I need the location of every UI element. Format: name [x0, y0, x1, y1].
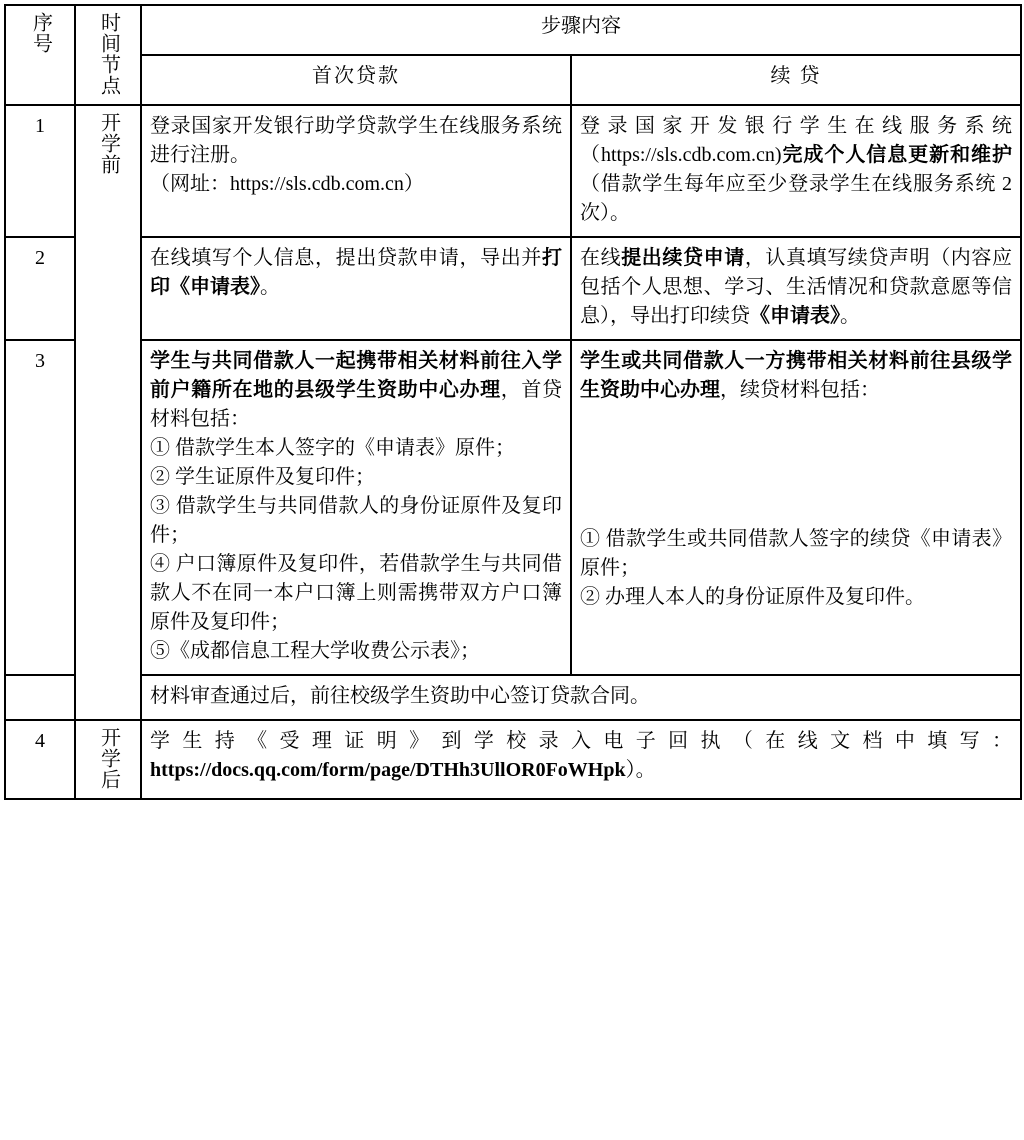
- spacer: [580, 405, 1012, 525]
- list-item: ③ 借款学生与共同借款人的身份证原件及复印件；: [150, 495, 562, 546]
- text-part: 登录国家开发银行学生在线服务系统（https://sls.cdb.com.cn): [580, 115, 1012, 166]
- text-part-bold: 打印《申请表》: [150, 247, 562, 298]
- table-row-footer: [5, 675, 1021, 720]
- text-line: （网址：https://sls.cdb.com.cn）: [150, 173, 424, 195]
- text-part-bold: 《申请表》: [750, 305, 840, 327]
- text-part: 。: [840, 305, 860, 327]
- header-cell-time: [75, 5, 141, 105]
- text-part: 学生持《受理证明》到学校录入电子回执（在线文档中填写：: [150, 730, 1012, 752]
- time-node-before-school: [75, 105, 141, 720]
- text-part: 在线: [580, 247, 622, 269]
- document-page: [0, 4, 1024, 1140]
- text-part: ，首贷材料包括：: [150, 379, 563, 430]
- time-node-after-school: [75, 720, 141, 799]
- list-item: ② 办理人本人的身份证原件及复印件。: [580, 586, 925, 608]
- cell-first-loan-3: [141, 340, 571, 675]
- text-part-bold: https://docs.qq.com/form/page/DTHh3UllOR0FoWHpk: [150, 759, 626, 781]
- table-row: [5, 105, 1021, 237]
- text-part: ，续贷材料包括：: [720, 379, 880, 401]
- row-number: 1: [5, 105, 75, 237]
- process-table: [4, 4, 1022, 800]
- header-cell-first-loan: 首次贷款: [141, 55, 571, 105]
- list-item: ⑤《成都信息工程大学收费公示表》；: [150, 640, 480, 662]
- table-row: [5, 340, 1021, 675]
- text-part-bold: 提出续贷申请: [621, 247, 745, 269]
- cell-renewal-1: [571, 105, 1021, 237]
- text-part: ）。: [625, 759, 656, 781]
- row-number-empty: [5, 675, 75, 720]
- table-header-row-1: [5, 5, 1021, 55]
- list-item: ④ 户口簿原件及复印件，若借款学生与共同借款人不在同一本户口簿上则需携带双方户口簿原件及复印件；: [150, 553, 562, 633]
- cell-first-loan-2: [141, 237, 571, 340]
- table-row: [5, 720, 1021, 799]
- text-part-bold: 学生或共同借款人一方携带相关材料前往县级学生资助中心办理: [580, 350, 1012, 401]
- row-number: 4: [5, 720, 75, 799]
- table-header-row-2: [5, 55, 1021, 105]
- header-time-label: 时间节点: [97, 12, 120, 96]
- cell-final-step: [141, 720, 1021, 799]
- list-item: ① 借款学生本人签字的《申请表》原件；: [150, 437, 515, 459]
- text-part: ，认真填写续贷声明（内容应包括个人思想、学习、生活情况和贷款意愿等信息），导出打印续贷: [580, 247, 1013, 327]
- table-row: [5, 237, 1021, 340]
- row-number: 2: [5, 237, 75, 340]
- text-paragraph: [580, 347, 1012, 405]
- text-part: 。: [260, 276, 280, 298]
- text-part: （借款学生每年应至少登录学生在线服务系统 2 次）。: [580, 173, 1012, 224]
- text-paragraph: [150, 347, 562, 434]
- row-number: 3: [5, 340, 75, 675]
- list-item: ② 学生证原件及复印件；: [150, 466, 375, 488]
- text-line: 登录国家开发银行助学贷款学生在线服务系统进行注册。: [150, 115, 562, 166]
- cell-renewal-2: [571, 237, 1021, 340]
- cell-renewal-3: [571, 340, 1021, 675]
- list-item: ① 借款学生或共同借款人签字的续贷《申请表》原件；: [580, 528, 1012, 579]
- text-part: 在线填写个人信息，提出贷款申请，导出并: [150, 247, 542, 269]
- time-node-label: 开学后: [97, 727, 120, 790]
- header-cell-no: [5, 5, 75, 105]
- cell-first-loan-1: [141, 105, 571, 237]
- header-no-label: 序号: [29, 12, 52, 54]
- time-node-label: 开学前: [97, 112, 120, 175]
- text-part-bold: 完成个人信息更新和维护: [781, 144, 1012, 166]
- header-cell-renewal: 续 贷: [571, 55, 1021, 105]
- text-part-bold: 学生与共同借款人一起携带相关材料前往入学前户籍所在地的县级学生资助中心办理: [150, 350, 562, 401]
- header-cell-steps: 步骤内容: [141, 5, 1021, 55]
- cell-row3-footer: 材料审查通过后，前往校级学生资助中心签订贷款合同。: [141, 675, 1021, 720]
